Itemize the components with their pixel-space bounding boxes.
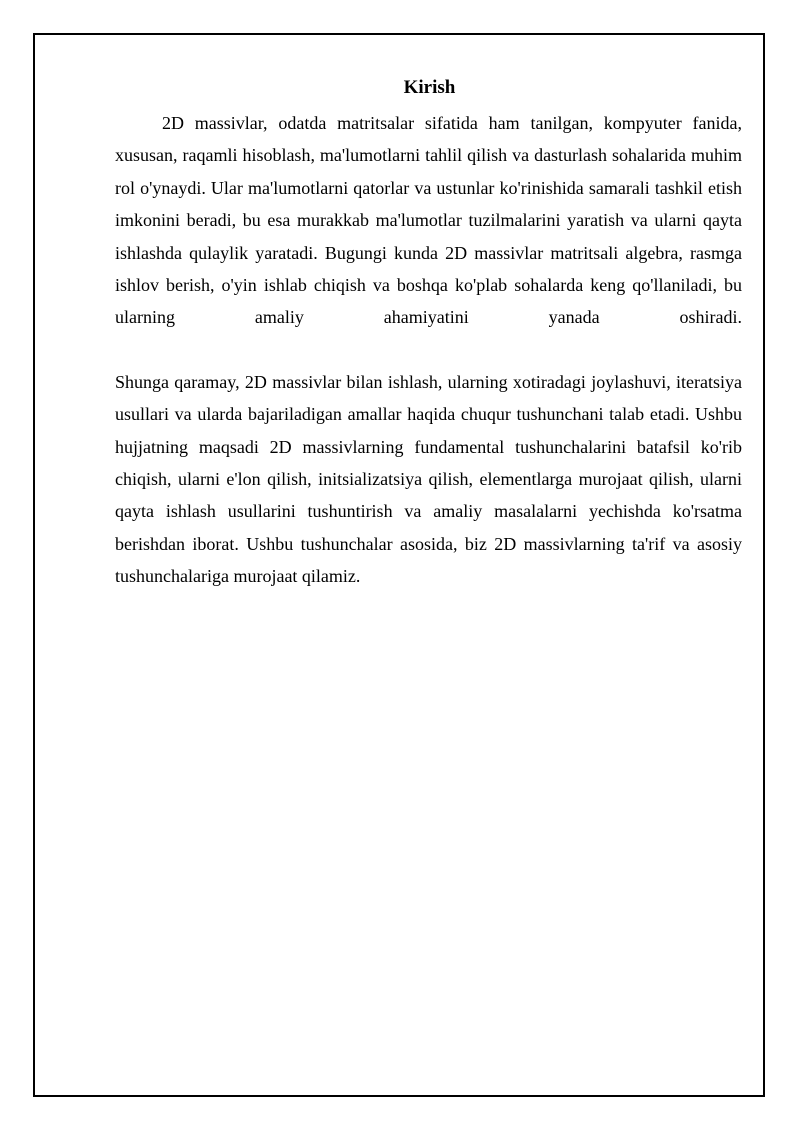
paragraph-intro: 2D massivlar, odatda matritsalar sifatida ham tanilgan, kompyuter fanida, xususan, raqamli hisoblash, ma'lumotlarni tahlil qilish va dasturlash sohalarida muhim rol o'ynaydi. Ular ma'lumotlarni qatorlar va ustunlar ko'rinishida samarali tashkil etish imkonini beradi, bu esa murakkab ma'lumotlar tuzilmalarini yaratish va ularni qayta ishlashda qulaylik yaratadi. Bugungi kunda 2D massivlar matritsali algebra, rasmga ishlov berish, o'yin ishlab chiqish va boshqa ko'plab sohalarda keng qo'llaniladi, bu ularning amaliy ahamiyatini yanada oshiradi. <box>115 113 742 328</box>
paragraph-purpose: Shunga qaramay, 2D massivlar bilan ishlash, ularning xotiradagi joylashuvi, iteratsiya usullari va ularda bajariladigan amallar haqida chuqur tushunchani talab etadi. Ushbu hujjatning maqsadi 2D massivlarning fundamental tushunchalarini batafsil ko'rib chiqish, ularni e'lon qilish, initsializatsiya qilish, elementlarga murojaat qilish, ularni qayta ishlash usullarini tushuntirish va amaliy masalalarni yechishda ko'rsatma berishdan iborat. Ushbu tushunchalar asosida, biz 2D massivlarning ta'rif va asosiy tushunchalariga murojaat qilamiz. <box>115 371 742 587</box>
paragraph-spacer <box>115 334 742 366</box>
page-title: Kirish <box>403 77 456 98</box>
document-body <box>115 76 742 593</box>
